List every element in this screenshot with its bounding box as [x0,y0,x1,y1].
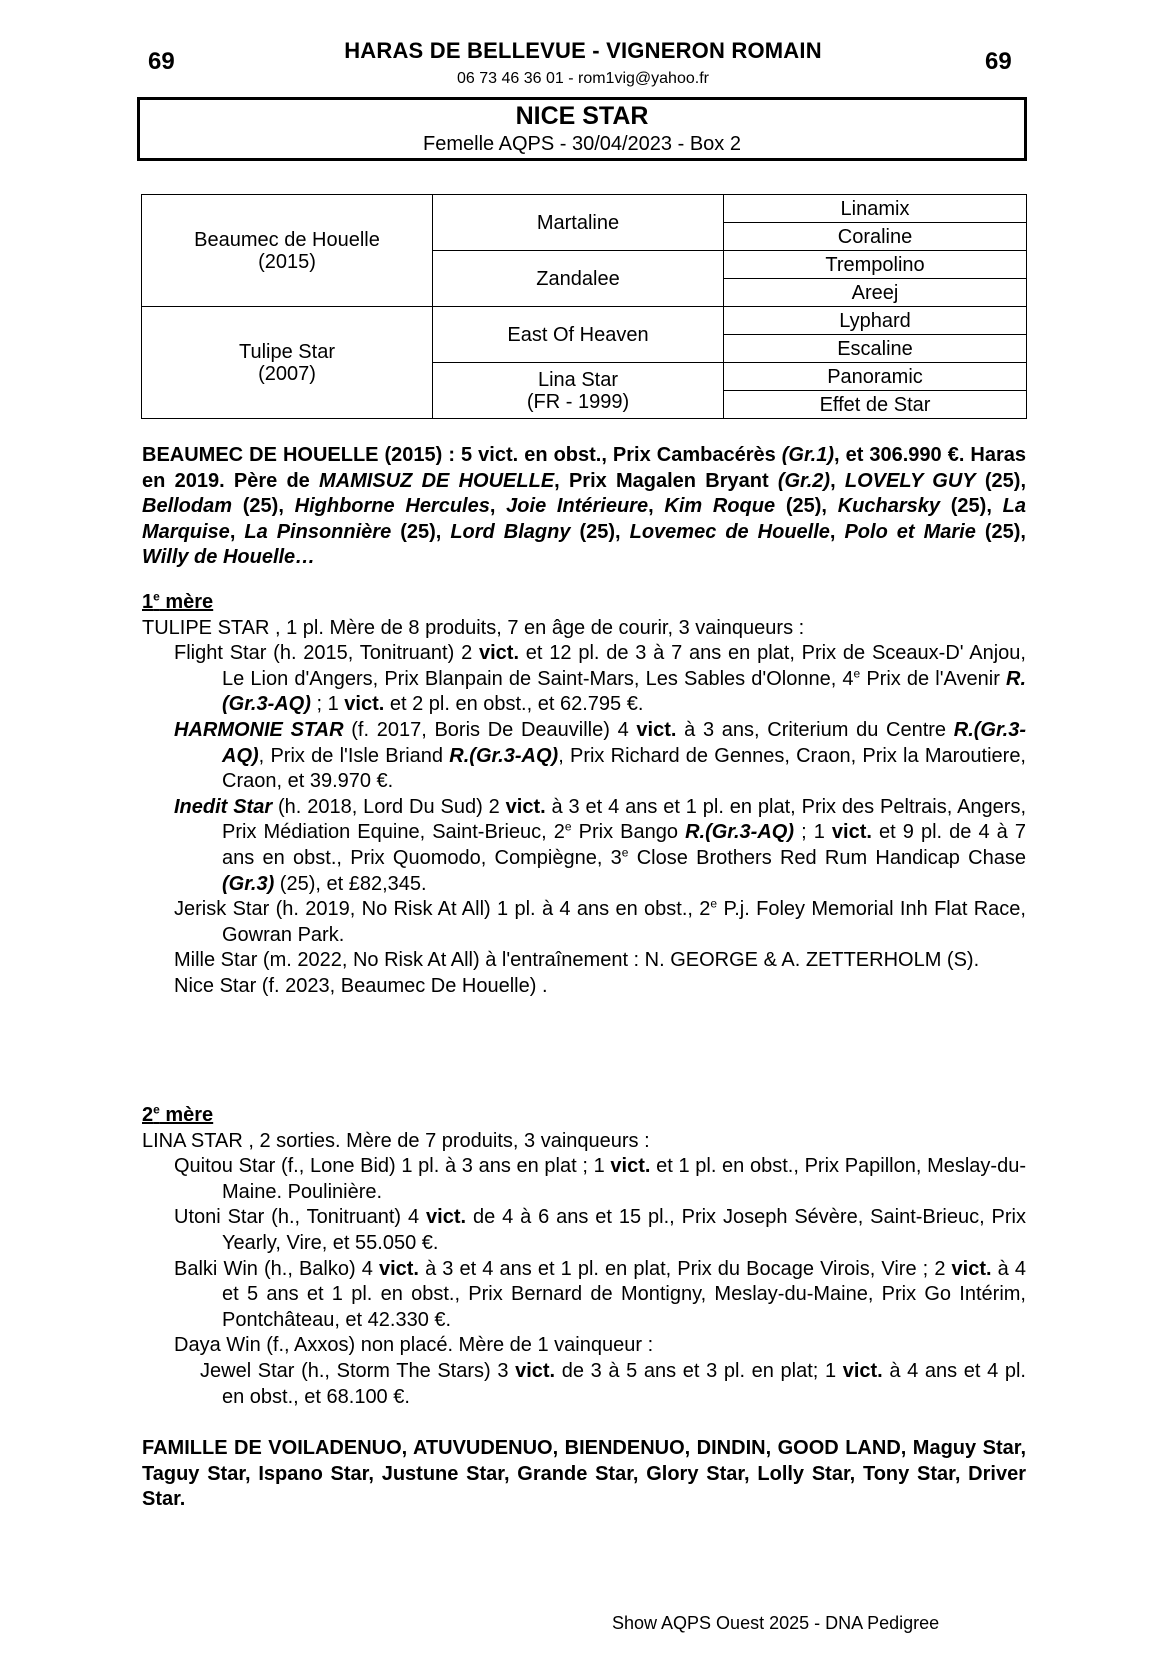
sire-year: (2015) [258,250,316,273]
contact-line: 06 73 46 36 01 - rom1vig@yahoo.fr [457,70,709,87]
produce-inedit-star: Inedit Star (h. 2018, Lord Du Sud) 2 vict. à 3 et 4 ans et 1 pl. en plat, Prix des Peltrais, Angers, Prix Médiation Equine, Saint-Brieuc, 2e Prix Bango R.(Gr.3-AQ) ; 1 vict. et 9 pl. de 4 à 7 ans en obst., Prix Quomodo, Compiègne, 3e Close Brothers Red Rum Handicap Chase (Gr.3) (25), et £82,345. [174,795,1027,895]
produce-jerisk-star: Jerisk Star (h. 2019, No Risk At All) 1 pl. à 4 ans en obst., 2e P.j. Foley Memorial Inh Flat Race, Gowran Park. [174,896,1026,946]
produce-quitou-star: Quitou Star (f., Lone Bid) 1 pl. à 3 ans en plat ; 1 vict. et 1 pl. en obst., Prix Papillon, Meslay-du-Maine. Poulinière. [174,1155,1027,1203]
second-dam-section [142,1103,1026,1410]
pedigree-gen3-cell: Panoramic [724,363,1027,391]
pedigree-dam-dam [433,363,724,419]
pedigree-gen3-cell: Coraline [724,223,1027,251]
family-paragraph: FAMILLE DE VOILADENUO, ATUVUDENUO, BIENDENUO, DINDIN, GOOD LAND, Maguy Star, Taguy Star, Ispano Star, Justune Star, Grande Star, Glory Star, Lolly Star, Tony Star, Driver Star. [142,1437,1026,1511]
produce-utoni-star: Utoni Star (h., Tonitruant) 4 vict. de 4 à 6 ans et 15 pl., Prix Joseph Sévère, Saint-Brieuc, Prix Yearly, Vire, et 55.050 €. [174,1206,1026,1254]
first-dam-section [142,590,1026,1000]
pedigree-dam [142,307,433,419]
pedigree-sire [142,195,433,307]
horse-name: NICE STAR [515,102,649,130]
pedigree-table [141,194,1027,419]
sire-paragraph: BEAUMEC DE HOUELLE (2015) : 5 vict. en obst., Prix Cambacérès (Gr.1), et 306.990 €. Haras en 2019. Père de MAMISUZ DE HOUELLE, Prix Magalen Bryant (Gr.2), LOVELY GUY (25), Bellodam (25), Highborne Hercules, Joie Intérieure, Kim Roque (25), Kucharsky (25), La Marquise, La Pinsonnière (25), Lord Blagny (25), Lovemec de Houelle, Polo et Marie (25), Willy de Houelle… [142,444,1026,569]
dam-year: (2007) [258,362,316,385]
produce-jewel-star: Jewel Star (h., Storm The Stars) 3 vict. de 3 à 5 ans et 3 pl. en plat; 1 vict. à 4 ans et 4 pl. en obst., et 68.100 €. [200,1359,1026,1408]
pedigree-gen3-cell: Trempolino [724,251,1027,279]
lot-number-right: 69 [985,48,1012,75]
horse-title-box [137,97,1027,161]
produce-daya-win: Daya Win (f., Axxos) non placé. Mère de 1 vainqueur : [174,1334,654,1357]
pedigree-sire-sire: Martaline [433,195,724,251]
pedigree-sire-dam: Zandalee [433,251,724,307]
produce-balki-win: Balki Win (h., Balko) 4 vict. à 3 et 4 ans et 1 pl. en plat, Prix du Bocage Virois, Vire ; 2 vict. à 4 et 5 ans et 1 pl. en obst., Prix Bernard de Montigny, Meslay-du-Maine, Prix Go Intérim, Pontchâteau, et 42.330 €. [174,1257,1026,1331]
first-dam-intro: TULIPE STAR , 1 pl. Mère de 8 produits, 7 en âge de courir, 3 vainqueurs : [142,616,805,639]
dam-name: Tulipe Star [239,340,335,363]
produce-nice-star: Nice Star (f. 2023, Beaumec De Houelle) . [174,974,548,997]
pedigree-gen3-cell: Effet de Star [724,391,1027,419]
lot-number-left: 69 [148,48,175,75]
footer-text: Show AQPS Ouest 2025 - DNA Pedigree [612,1613,940,1633]
pedigree-gen3-cell: Areej [724,279,1027,307]
stud-farm-title: HARAS DE BELLEVUE - VIGNERON ROMAIN [344,38,822,63]
pedigree-gen3-cell: Escaline [724,335,1027,363]
dam-dam-name: Lina Star [537,368,619,391]
second-dam-heading: 2e mère [142,1102,214,1126]
sire-name: Beaumec de Houelle [194,228,380,251]
dam-dam-detail: (FR - 1999) [526,390,630,413]
pedigree-gen3-cell: Lyphard [724,307,1027,335]
first-dam-heading: 1e mère [142,589,214,613]
horse-info: Femelle AQPS - 30/04/2023 - Box 2 [423,133,741,155]
second-dam-intro: LINA STAR , 2 sorties. Mère de 7 produits, 3 vainqueurs : [142,1129,650,1152]
produce-harmonie-star: HARMONIE STAR (f. 2017, Boris De Deauville) 4 vict. à 3 ans, Criterium du Centre R.(Gr.3-AQ), Prix de l'Isle Briand R.(Gr.3-AQ), Prix Richard de Gennes, Craon, Prix la Maroutiere, Craon, et 39.970 €. [174,718,1026,793]
pedigree-dam-sire: East Of Heaven [433,307,724,363]
pedigree-gen3-cell: Linamix [724,195,1027,223]
produce-flight-star: Flight Star (h. 2015, Tonitruant) 2 vict. et 12 pl. de 3 à 7 ans en plat, Prix de Sceaux-D' Anjou, Le Lion d'Angers, Prix Blanpain de Saint-Mars, Les Sables d'Olonne, 4e Prix de l'Avenir R.(Gr.3-AQ) ; 1 vict. et 2 pl. en obst., et 62.795 €. [174,642,1026,716]
produce-mille-star: Mille Star (m. 2022, No Risk At All) à l'entraînement : N. GEORGE & A. ZETTERHOLM (S). [174,949,980,972]
